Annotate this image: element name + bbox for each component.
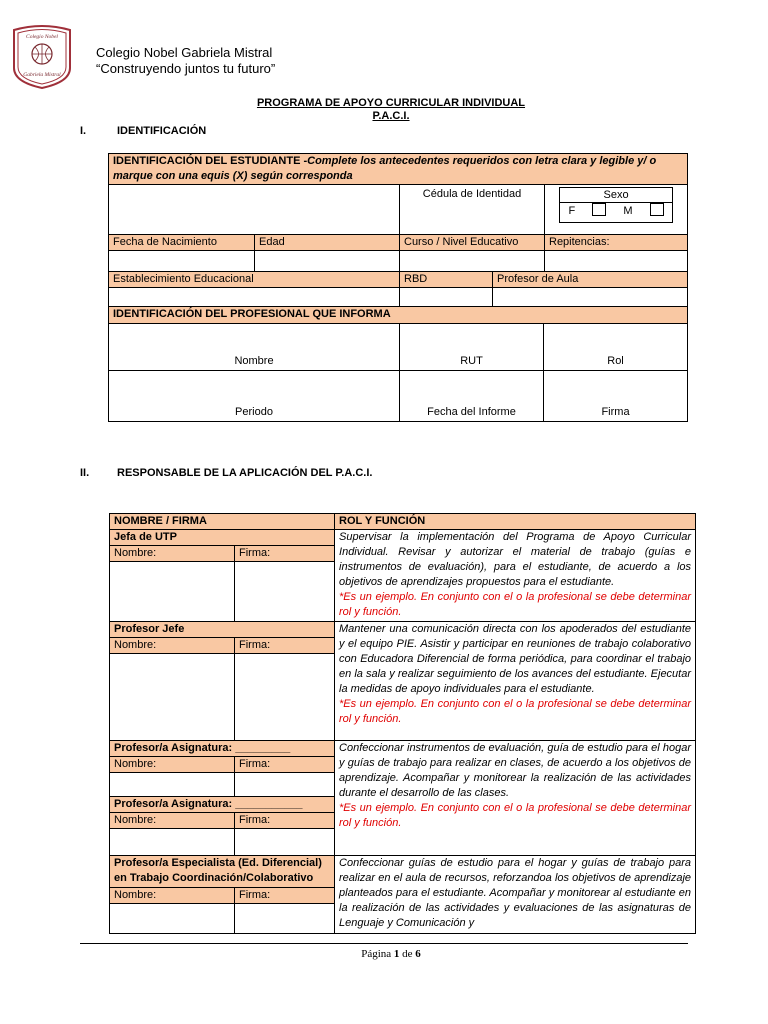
school-logo [10,24,74,90]
page-total: 6 [415,948,421,960]
fecha-informe-field[interactable] [400,371,544,422]
sexo-cell [545,185,688,235]
especialista-firma-field[interactable] [235,904,335,934]
asignatura-1-nombre-field[interactable] [110,773,235,797]
establecimiento-field[interactable] [109,288,400,308]
profesor-jefe-nombre-field[interactable] [110,654,235,741]
periodo-field[interactable] [109,371,400,422]
establishment-table [108,271,688,308]
especialista-rol-cell [335,856,696,934]
student-header-cell [109,154,688,185]
jefe-utp-label: Jefa de UTP [110,530,335,546]
section-1-heading: IDENTIFICACIÓN [117,125,207,137]
section-2-heading: RESPONSABLE DE LA APLICACIÓN DEL P.A.C.I. [117,467,373,479]
jefe-utp-rol: Supervisar la implementación del Programa de Apoyo Curricular Individual. Revisar y autorizar el material de trabajo (guías e instrumentos de evaluación), para el estudiante, de acuerdo a los objetivos de aprendizajes propuestos para el estudiante. [339,531,692,588]
svg-text:Colegio Nobel: Colegio Nobel [26,34,58,40]
profesor-asignatura-ejemplo-note: *Es un ejemplo. En conjunto con el o la profesional se debe determinar rol y función. [339,802,692,829]
fecha-informe-label: Fecha del Informe [427,406,516,418]
sexo-f-label: F [568,205,576,217]
profesor-asignatura-2-label: Profesor/a Asignatura: ___________ [110,797,335,813]
rbd-field[interactable] [400,288,493,308]
jefe-utp-rol-cell [335,530,696,622]
asignatura-1-firma-field[interactable] [235,773,335,797]
profesor-jefe-ejemplo-note: *Es un ejemplo. En conjunto con el o la profesional se debe determinar rol y función. [339,698,692,725]
col-rol-funcion-header: ROL Y FUNCIÓN [335,514,696,530]
sexo-label: Sexo [560,188,672,203]
student-identification-table [108,153,688,273]
school-motto: “Construyendo juntos tu futuro” [96,61,276,76]
repitencias-label: Repitencias: [545,235,688,251]
especialista-rol: Confeccionar guías de estudio para el hogar y guías de trabajo para realizar en el aula de recursos, reforzandoa los objetivos de aprendizaje planteados para el estudiante. Acompañar y monitorear al estudiante en la realización de las actividades y evaluaciones de las asignaturas de Lenguaje y Comunicación y [339,857,692,929]
page-number: 1 [393,948,400,960]
student-name-field[interactable] [109,185,400,235]
school-header [96,45,275,77]
jefe-utp-firma-label: Firma: [235,546,335,562]
edad-field[interactable] [255,251,400,273]
professional-header: IDENTIFICACIÓN DEL PROFESIONAL QUE INFORMA [109,307,688,324]
edad-label: Edad [255,235,400,251]
profesor-asignatura-1-label: Profesor/a Asignatura: _________ [110,741,335,757]
jefe-utp-firma-field[interactable] [235,562,335,622]
cedula-field[interactable] [400,185,545,235]
especialista-firma-label: Firma: [235,888,335,904]
sexo-m-checkbox[interactable] [650,203,664,216]
school-name: Colegio Nobel Gabriela Mistral [96,45,273,60]
profesor-aula-label: Profesor de Aula [493,272,688,288]
profesor-jefe-firma-label: Firma: [235,638,335,654]
sexo-box [559,187,673,223]
col-nombre-firma-header: NOMBRE / FIRMA [110,514,335,530]
page-word: Página [361,948,392,960]
asignatura-2-nombre-label: Nombre: [110,813,235,829]
asignatura-2-firma-label: Firma: [235,813,335,829]
nombre-label: Nombre [234,355,274,367]
footer-divider [80,943,688,944]
profesor-asignatura-rol: Confeccionar instrumentos de evaluación, guía de estudio para el hogar y guías de trabajo para realizar en clases, de acuerdo a los objetivos de aprendizaje. Acompañar y monitorear la realización de las actividades durante el desarrollo de las clases. [339,742,692,799]
professional-rol-field[interactable] [544,324,688,371]
of-word: de [402,948,413,960]
section-2-number: II. [80,467,90,479]
professional-rut-field[interactable] [400,324,544,371]
asignatura-1-nombre-label: Nombre: [110,757,235,773]
document-title: PROGRAMA DE APOYO CURRICULAR INDIVIDUAL [256,97,526,109]
profesor-jefe-label: Profesor Jefe [110,622,335,638]
sexo-f-checkbox[interactable] [592,203,606,216]
rbd-label: RBD [400,272,493,288]
section-1-number: I. [80,125,87,137]
fecha-nacimiento-field[interactable] [109,251,255,273]
page-footer [0,948,768,960]
rol-label: Rol [607,355,624,367]
profesor-jefe-nombre-label: Nombre: [110,638,235,654]
asignatura-1-firma-label: Firma: [235,757,335,773]
rut-label: RUT [460,355,483,367]
profesor-jefe-rol: Mantener una comunicación directa con los apoderados del estudiante y el equipo PIE. Asistir y participar en reuniones de trabajo colaborativo con Educadora Diferencial de forma periódica, para coordinar el trabajo en la sala y realizar seguimiento de los avances del estudiante. Ejecutar la medidas de apoyo individuales para el estudiante. [339,623,692,695]
fecha-nacimiento-label: Fecha de Nacimiento [109,235,255,251]
repitencias-field[interactable] [545,251,688,273]
cedula-label: Cédula de Identidad [422,188,522,200]
curso-label: Curso / Nivel Educativo [400,235,545,251]
document-subtitle: P.A.C.I. [372,110,410,122]
especialista-nombre-field[interactable] [110,904,235,934]
jefe-utp-nombre-label: Nombre: [110,546,235,562]
svg-text:Gabriela Mistral: Gabriela Mistral [23,72,61,78]
periodo-label: Periodo [235,406,273,418]
profesor-jefe-rol-cell [335,622,696,741]
firma-field[interactable] [544,371,688,422]
responsables-table [109,513,696,934]
especialista-label: Profesor/a Especialista (Ed. Diferencial) en Trabajo Coordinación/Colaborativo [110,856,335,888]
sexo-m-label: M [623,205,633,217]
jefe-utp-ejemplo-note: *Es un ejemplo. En conjunto con el o la profesional se debe determinar rol y función. [339,591,692,618]
especialista-nombre-label: Nombre: [110,888,235,904]
profesor-aula-field[interactable] [493,288,688,308]
asignatura-2-nombre-field[interactable] [110,829,235,856]
professional-nombre-field[interactable] [109,324,400,371]
profesor-jefe-firma-field[interactable] [235,654,335,741]
student-header-label: IDENTIFICACIÓN DEL ESTUDIANTE - [113,155,308,167]
firma-label: Firma [601,406,630,418]
jefe-utp-nombre-field[interactable] [110,562,235,622]
establecimiento-label: Establecimiento Educacional [109,272,400,288]
professional-table [108,306,688,422]
asignatura-2-firma-field[interactable] [235,829,335,856]
student-header-instructions: Complete los antecedentes requeridos con letra clara y legible y/ o marque con una equis (X) según corresponda [113,155,657,182]
curso-field[interactable] [400,251,545,273]
profesor-asignatura-rol-cell [335,741,696,856]
